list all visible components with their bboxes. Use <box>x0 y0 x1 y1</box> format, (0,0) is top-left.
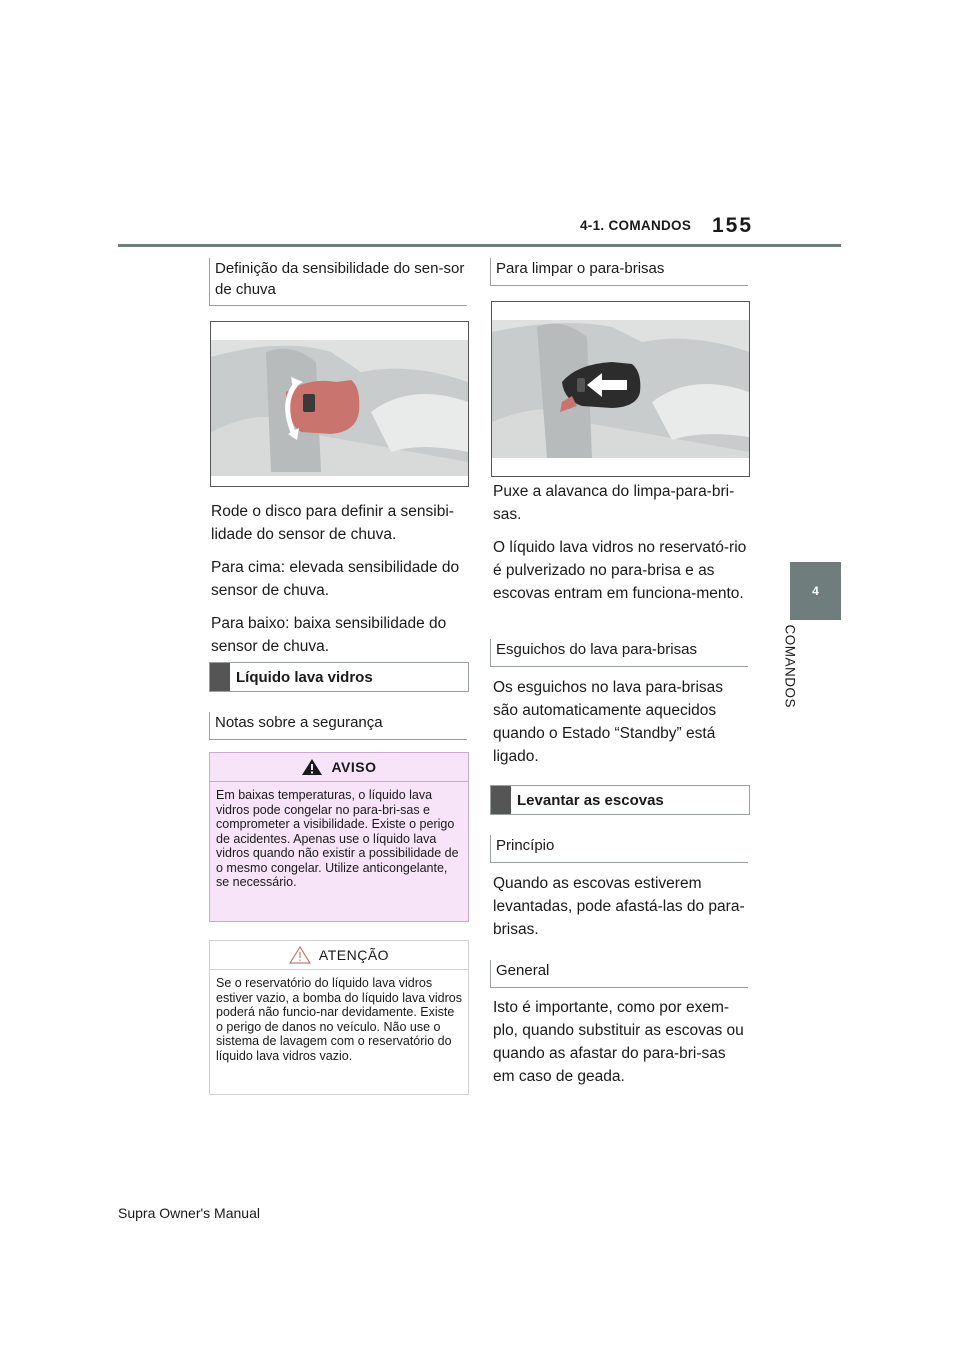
right-paragraphs-3 <box>493 872 749 941</box>
warning-header: AVISO <box>210 753 468 782</box>
paragraph-rotate-dial: Rode o disco para definir a sensibi-lidade do sensor de chuva. <box>211 503 454 543</box>
rain-sensor-dial-illustration <box>211 322 468 486</box>
caution-triangle-icon <box>289 946 311 964</box>
subheading-safety-notes: Notas sobre a segurança <box>209 712 467 740</box>
paragraph-down: Para baixo: baixa sensibilidade do sensor de chuva. <box>211 615 447 655</box>
heading-washer-fluid: Líquido lava vidros <box>209 662 469 692</box>
heading-raise-wipers: Levantar as escovas <box>490 785 750 815</box>
subheading-general: General <box>490 960 748 988</box>
figure-rain-sensor-dial <box>210 321 469 487</box>
paragraph-washer-spray: O líquido lava vidros no reservató-rio é pulverizado no para-brisa e as escovas entram em funciona-mento. <box>493 539 747 602</box>
warning-triangle-icon <box>301 758 323 776</box>
warning-text: Em baixas temperaturas, o líquido lava vidros pode congelar no para-bri-sas e comprometer a visibilidade. Existe o perigo de acidentes. Apenas use o líquido lava vidros quando não existir a possibilidade de o mesmo congelar. Utilize anticongelante, se necessário. <box>216 788 459 889</box>
header-rule <box>118 244 841 247</box>
chapter-label: COMANDOS <box>782 624 798 709</box>
caution-box <box>209 940 469 1095</box>
right-paragraphs-1 <box>493 480 749 605</box>
section-title: 4-1. COMANDOS <box>580 218 692 233</box>
wiper-lever-illustration <box>492 302 749 476</box>
warning-box <box>209 752 469 922</box>
subheading-washer-jets: Esguichos do lava para-brisas <box>490 639 748 667</box>
right-paragraphs-4 <box>493 996 749 1088</box>
heading-bar <box>491 786 511 814</box>
heading-bar <box>210 663 230 691</box>
paragraph-pull-lever: Puxe a alavanca do limpa-para-bri-sas. <box>493 483 735 523</box>
paragraph-heated-jets: Os esguichos no lava para-brisas são automaticamente aquecidos quando o Estado “Standby” está ligado. <box>493 679 724 765</box>
chapter-tab[interactable]: 4 <box>790 562 841 620</box>
page-number: 155 <box>712 214 754 237</box>
subheading-principle: Princípio <box>490 835 748 863</box>
caution-text: Se o reservatório do líquido lava vidros estiver vazio, a bomba do líquido lava vidros poderá não funcio-nar devidamente. Existe o perigo de danos no veículo. Não use o sistema de lavagem com o reservatório do líquido lava vidros vazio. <box>216 976 462 1063</box>
subheading-clean-windshield: Para limpar o para-brisas <box>490 258 748 286</box>
paragraph-up: Para cima: elevada sensibilidade do sensor de chuva. <box>211 559 460 599</box>
left-paragraphs <box>211 500 467 658</box>
paragraph-important: Isto é importante, como por exem-plo, quando substituir as escovas ou quando as afastar do para-bri-sas em caso de geada. <box>493 999 744 1085</box>
paragraph-raised-wipers: Quando as escovas estiverem levantadas, pode afastá-las do para-brisas. <box>493 875 745 938</box>
subheading-rain-sensor: Definição da sensibilidade do sen-sor de chuva <box>209 258 467 306</box>
footer-manual-title: Supra Owner's Manual <box>118 1205 260 1221</box>
caution-header: ATENÇÃO <box>210 941 468 970</box>
right-paragraphs-2 <box>493 676 749 768</box>
figure-wiper-lever <box>491 301 750 477</box>
